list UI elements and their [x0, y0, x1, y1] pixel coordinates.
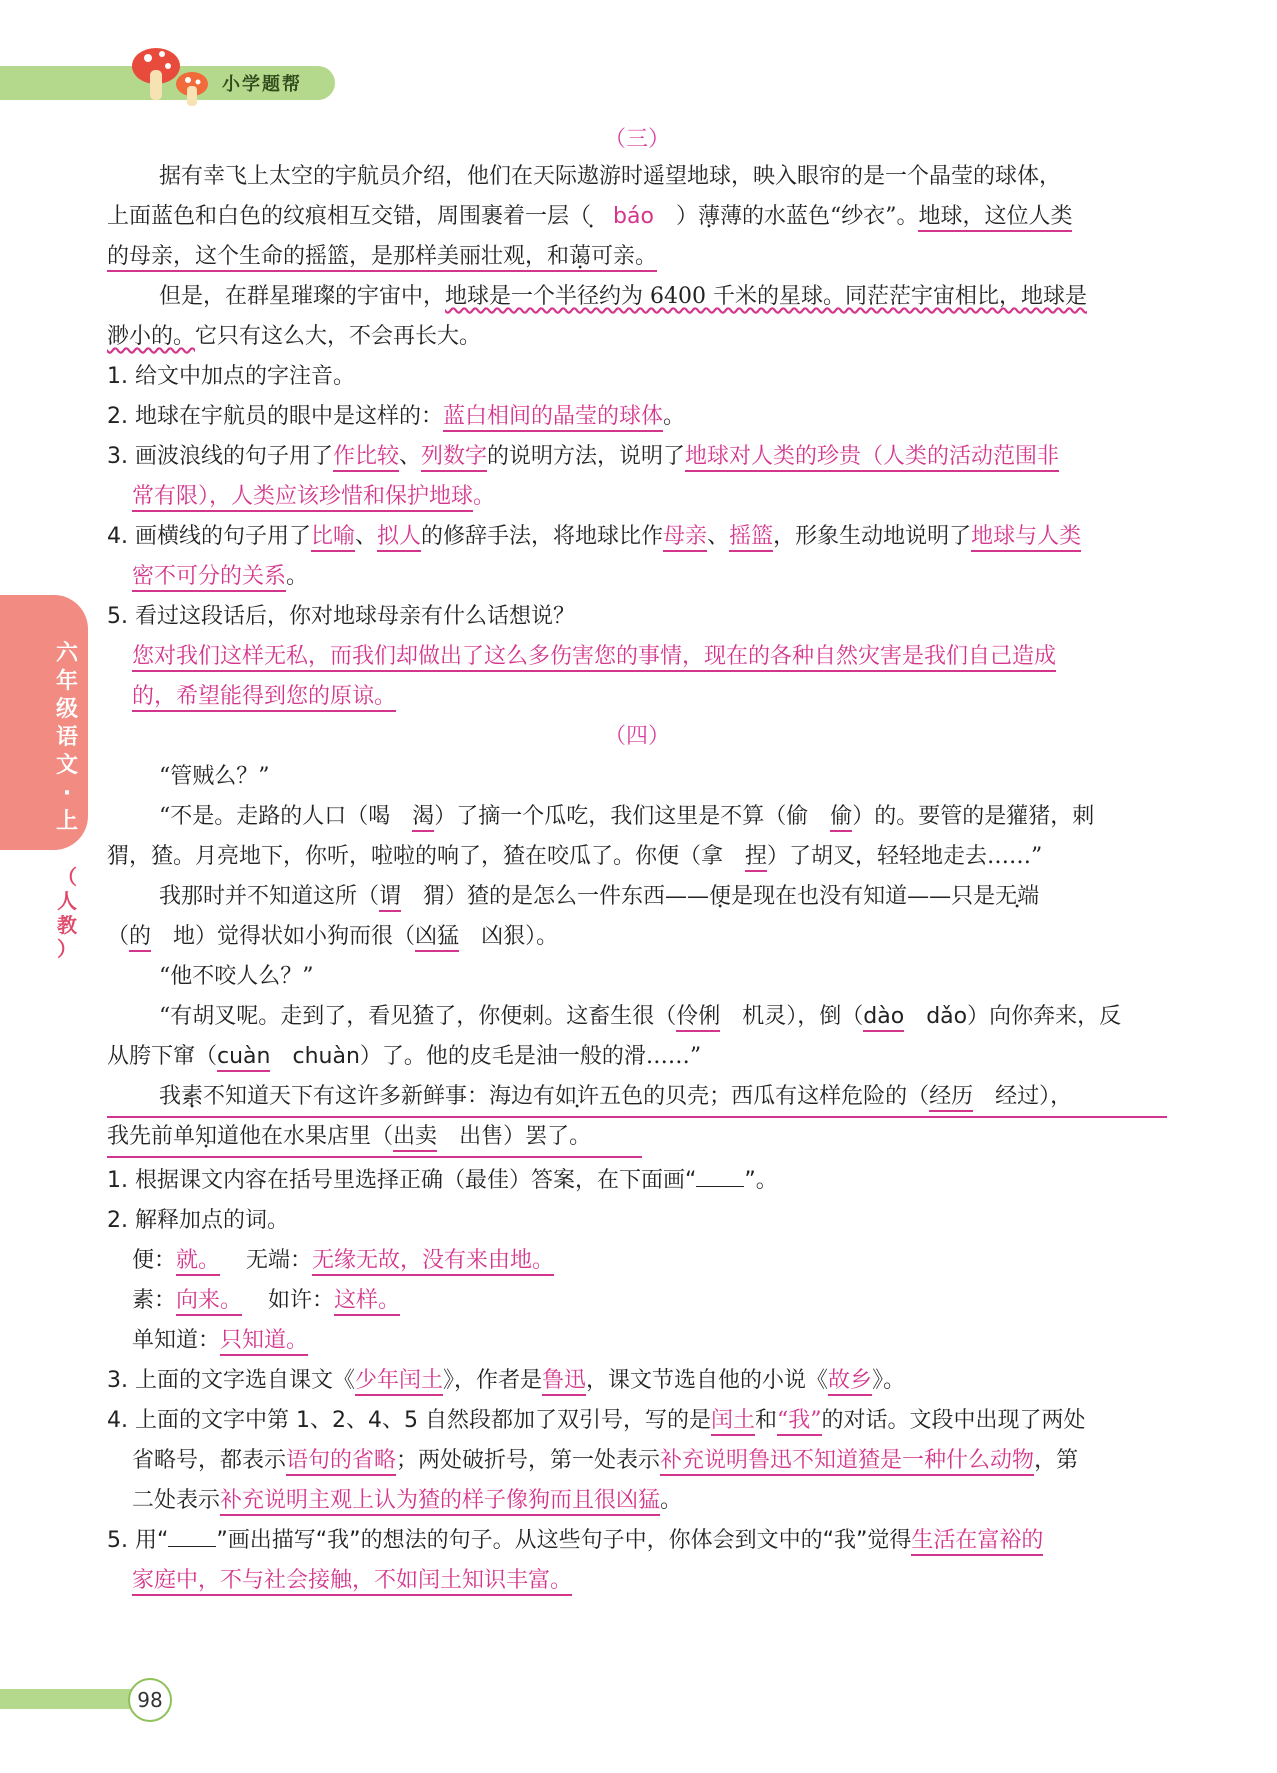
passage-4-line: 从胯下窜（cuàn chuàn）了。他的皮毛是油一般的滑……” — [107, 1042, 701, 1072]
page-number: 98 — [128, 1678, 172, 1722]
section-title-4: （四） — [604, 724, 671, 749]
section-title-3: （三） — [604, 127, 671, 152]
passage-4-line: 我那时并不知道这所（谓 猬）猹的是怎么一件东西——便是现在也没有知道——只是无端 — [159, 882, 1039, 912]
passage-3-line: 据有幸飞上太空的宇航员介绍，他们在天际遨游时遥望地球，映入眼帘的是一个晶莹的球体， — [159, 164, 1062, 189]
question-3-1: 1. 给文中加点的字注音。 — [107, 364, 355, 389]
question-4-4: 4. 上面的文字中第 1、2、4、5 自然段都加了双引号，写的是闰土和“我”的对话。文段中出现了两处 — [107, 1406, 1086, 1436]
answer-4-5-cont: 家庭中，不与社会接触，不如闰土知识丰富。 — [132, 1566, 572, 1596]
passage-4-line: 我先前单知道他在水果店里（出卖 出售）罢了。 — [107, 1122, 591, 1152]
question-4-3: 3. 上面的文字选自课文《少年闰土》，作者是鲁迅，课文节选自他的小说《故乡》。 — [107, 1366, 905, 1396]
underline-rule — [107, 1156, 642, 1158]
grade-label: 六 年 级 语 文 · 上 — [55, 641, 78, 834]
answer-4-2-row: 单知道：只知道。 — [132, 1326, 308, 1356]
question-3-3: 3. 画波浪线的句子用了作比较、列数字的说明方法，说明了地球对人类的珍贵（人类的活动范围非 — [107, 442, 1059, 472]
question-4-4-cont: 二处表示补充说明主观上认为猹的样子像狗而且很凶猛。 — [132, 1486, 682, 1516]
passage-4-line: 我素不知道天下有这许多新鲜事：海边有如许五色的贝壳；西瓜有这样危险的（经历 经过）， — [159, 1082, 1072, 1112]
passage-4-line: （的 地）觉得状如小狗而很（凶猛 凶狠）。 — [107, 922, 558, 952]
underline-rule — [107, 1116, 1167, 1118]
passage-3-line: 但是，在群星璀璨的宇宙中，地球是一个半径约为 6400 千米的星球。同茫茫宇宙相比，地球是 — [159, 284, 1087, 309]
question-3-2: 2. 地球在宇航员的眼中是这样的：蓝白相间的晶莹的球体。 — [107, 402, 685, 432]
question-4-2: 2. 解释加点的词。 — [107, 1208, 289, 1233]
question-4-5: 5. 用“ ”画出描写“我”的想法的句子。从这些句子中，你体会到文中的“我”觉得生活在富裕的 — [107, 1526, 1043, 1556]
answer-4-2-row: 素：向来。 如许：这样。 — [132, 1286, 400, 1316]
answer-4-2-row: 便：就。 无端：无缘无故，没有来由地。 — [132, 1246, 554, 1276]
blank-line — [168, 1528, 216, 1547]
blank-line — [696, 1168, 744, 1187]
passage-3-line: 的母亲，这个生命的摇篮，是那样美丽壮观，和蔼可亲。 — [107, 242, 657, 272]
question-3-4: 4. 画横线的句子用了比喻、拟人的修辞手法，将地球比作母亲、摇篮，形象生动地说明了地球与人类 — [107, 522, 1081, 552]
passage-4-line: “不是。走路的人口（喝 渴）了摘一个瓜吃，我们这里是不算（偷 偷）的。要管的是獾猪，刺 — [159, 802, 1094, 832]
footer-band — [0, 1689, 140, 1709]
passage-4-line: “管贼么？” — [159, 764, 270, 789]
mushroom-logo-icon — [128, 40, 218, 110]
answer-3-5: 您对我们这样无私，而我们却做出了这么多伤害您的事情，现在的各种自然灾害是我们自己造成 — [132, 642, 1056, 672]
question-3-4-cont: 密不可分的关系。 — [132, 562, 308, 592]
edition-label: （ 人 教 ） — [57, 865, 77, 961]
question-4-4-cont: 省略号，都表示语句的省略；两处破折号，第一处表示补充说明鲁迅不知道猹是一种什么动物，第 — [132, 1446, 1078, 1476]
series-title: 小学题帮 — [222, 74, 302, 95]
passage-4-line: 猬，猹。月亮地下，你听，啦啦的响了，猹在咬瓜了。你便（拿 捏）了胡叉，轻轻地走去……” — [107, 842, 1042, 872]
question-3-3-cont: 常有限），人类应该珍惜和保护地球。 — [132, 482, 495, 512]
answer-3-5-cont: 的，希望能得到您的原谅。 — [132, 682, 396, 712]
passage-3-line: 渺小的。它只有这么大，不会再长大。 — [107, 324, 482, 349]
passage-3-line: 上面蓝色和白色的纹痕相互交错，周围裹着一层（ báo ）薄薄的水蓝色“纱衣”。地球，这位人类 — [107, 202, 1072, 232]
passage-4-line: “有胡叉呢。走到了，看见猹了，你便刺。这畜生很（伶俐 机灵），倒（dào dǎo）向你奔来，反 — [159, 1002, 1121, 1032]
passage-4-line: “他不咬人么？” — [159, 964, 314, 989]
question-4-1: 1. 根据课文内容在括号里选择正确（最佳）答案，在下面画“ ”。 — [107, 1168, 778, 1193]
question-3-5: 5. 看过这段话后，你对地球母亲有什么话想说？ — [107, 604, 575, 629]
